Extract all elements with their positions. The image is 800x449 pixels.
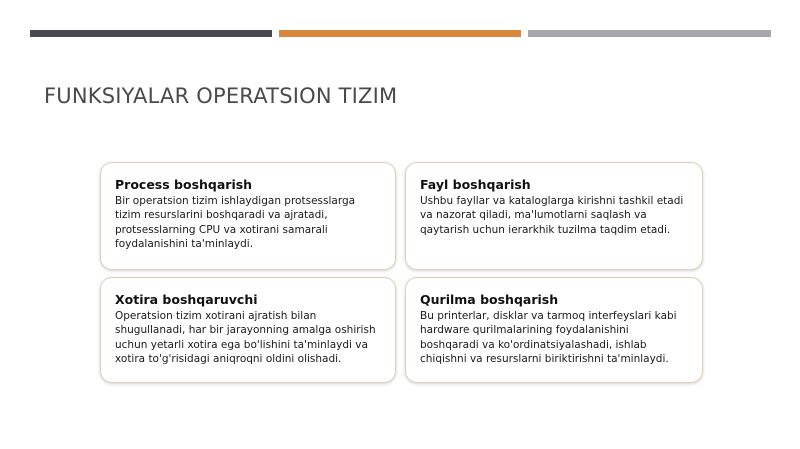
card-description: Operatsion tizim xotirani ajratish bilan shugullanadi, har bir jarayonning amalga oshirish uchun yetarli xotira ega bo'lishini ta'minlaydi va xotira to'g'risidagi aniqroqni oldini olishadi. <box>115 310 376 365</box>
card-description: Bu printerlar, disklar va tarmoq interfeyslari kabi hardware qurilmalarining foydalanishini boshqaradi va ko'ordinatsiyalashadi, ishlab chiqishni va resurslarni biriktirishni ta'minlaydi. <box>420 310 677 365</box>
decorative-bar-middle <box>279 30 521 37</box>
decorative-bar-right <box>528 30 771 37</box>
slide-title: FUNKSIYALAR OPERATSION TIZIM <box>44 84 398 108</box>
card-title: Fayl boshqarish <box>420 177 531 192</box>
card-description: Ushbu fayllar va kataloglarga kirishni tashkil etadi va nazorat qiladi, ma'lumotlarni saqlash va qaytarish uchun ierarkhik tuzilma taqdim etadi. <box>420 195 684 236</box>
card-title: Qurilma boshqarish <box>420 292 559 307</box>
card-description: Bir operatsion tizim ishlaydigan protsesslarga tizim resurslarini boshqaradi va ajratadi, protsesslarning CPU va xotirani samarali foydalanishini ta'minlaydi. <box>115 195 356 250</box>
card-title: Process boshqarish <box>115 177 253 192</box>
card-title: Xotira boshqaruvchi <box>115 292 258 307</box>
decorative-bar-left <box>30 30 272 37</box>
card-memory-management <box>100 277 396 383</box>
card-device-management <box>405 277 703 383</box>
card-process-management <box>100 162 396 270</box>
card-file-management <box>405 162 703 270</box>
